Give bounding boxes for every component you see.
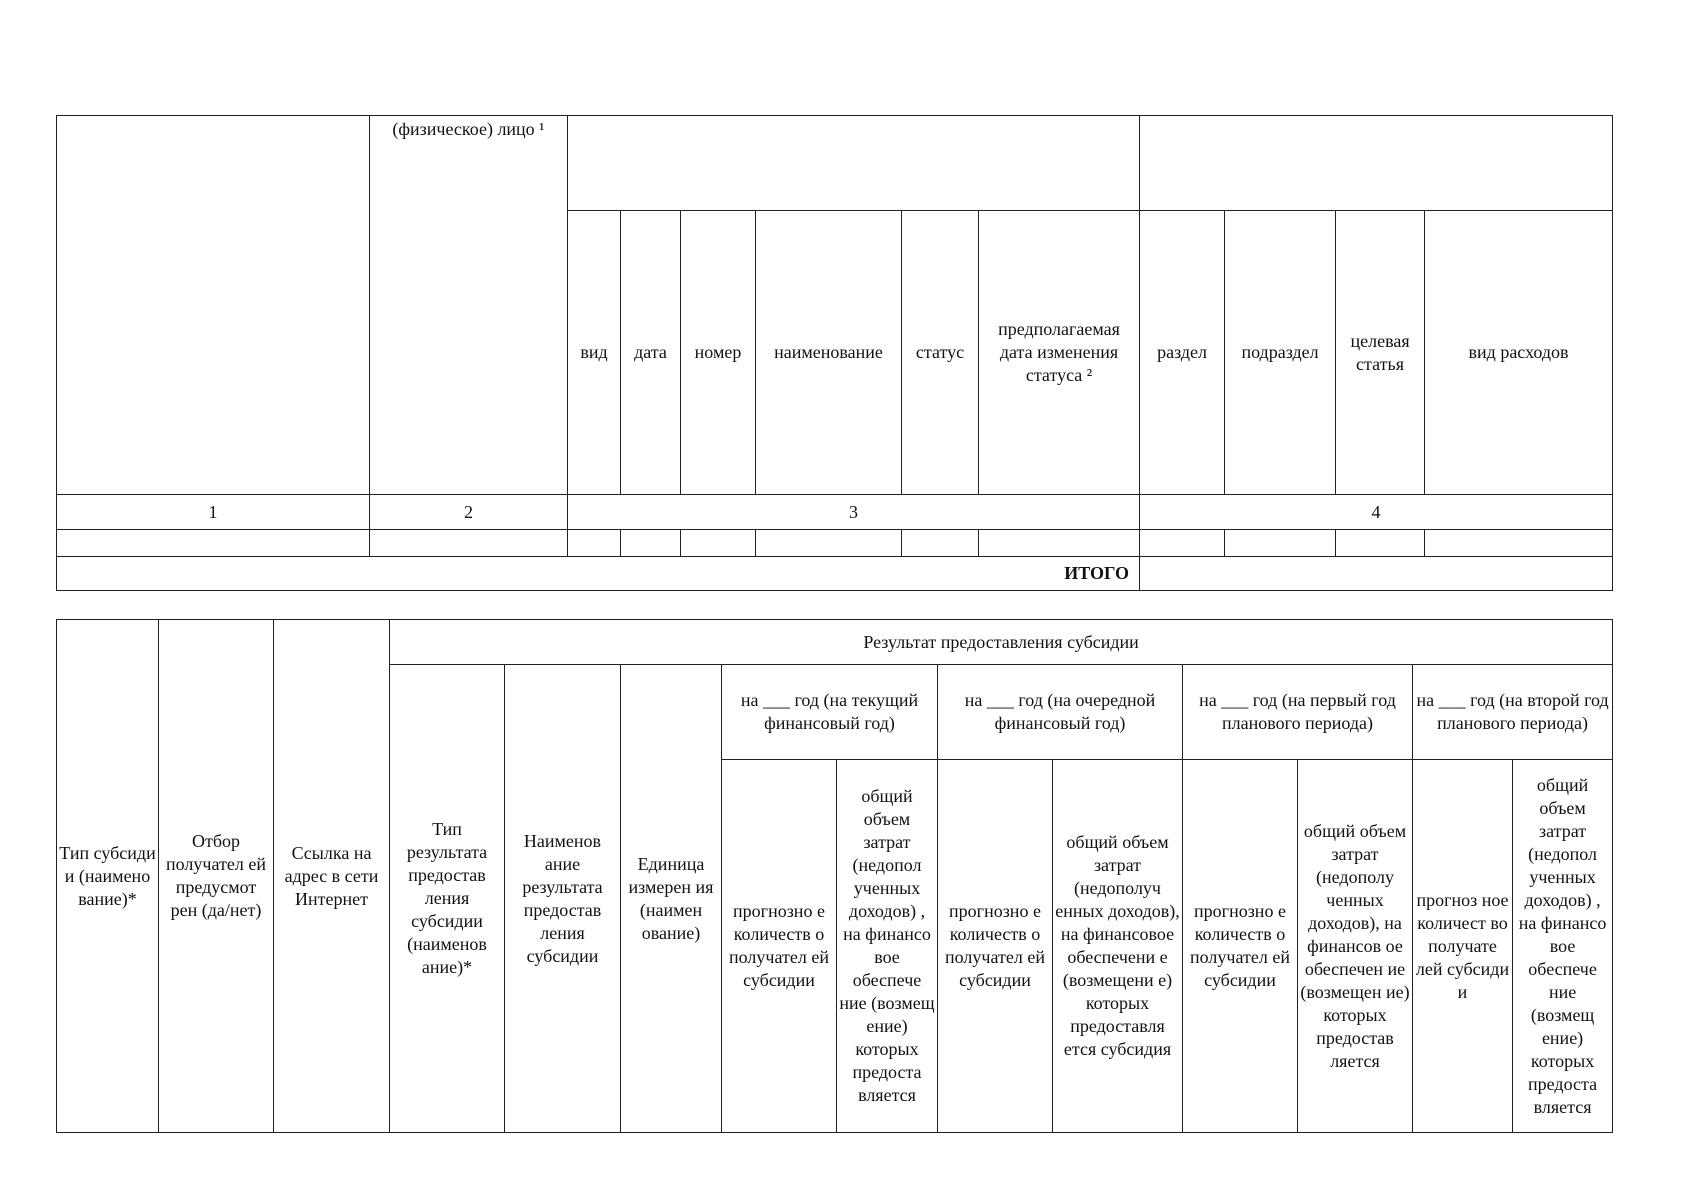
t1-subheader-target-article: целевая статья	[1336, 211, 1425, 495]
result-name-header: Наименов ание результата предостав ления субсидии	[505, 665, 621, 1133]
t1-subheader-vid: вид	[568, 211, 621, 495]
year-plan1-header: на ___ год (на первый год планового периода)	[1183, 665, 1413, 760]
subsidy-result-table	[56, 619, 1613, 1133]
t1-col-number-2: 2	[370, 495, 568, 530]
year-next-count: прогнозно е количеств о получател ей субсидии	[938, 760, 1053, 1133]
t1-subheader-number: номер	[681, 211, 756, 495]
t1-col4-header	[1140, 116, 1613, 211]
year-plan2-count: прогноз ное количест во получате лей субсиди и	[1413, 760, 1513, 1133]
total-label: ИТОГО	[57, 557, 1140, 591]
year-next-header: на ___ год (на очередной финансовый год)	[938, 665, 1183, 760]
t1-subheader-subsection: подраздел	[1225, 211, 1336, 495]
t1-subheader-status-change-date: предполагаемая дата изменения статуса ²	[979, 211, 1140, 495]
result-type-header: Тип результата предостав ления субсидии (наименов ание)*	[390, 665, 505, 1133]
t1-col-number-4: 4	[1140, 495, 1613, 530]
table-cell	[681, 530, 756, 557]
budget-classification-table	[56, 115, 1613, 591]
t1-subheader-date: дата	[621, 211, 681, 495]
table-cell	[756, 530, 902, 557]
table-cell	[1140, 530, 1225, 557]
t1-col1-header	[57, 116, 370, 495]
table-cell	[1425, 530, 1613, 557]
unit-header: Единица измерен ия (наимен ование)	[621, 665, 722, 1133]
t1-subheader-status: статус	[902, 211, 979, 495]
year-plan1-count: прогнозно е количеств о получател ей субсидии	[1183, 760, 1298, 1133]
t1-col2-header: (физическое) лицо ¹	[370, 116, 568, 495]
year-current-volume: общий объем затрат (недопол ученных доходов) , на финансо вое обеспече ние (возмещ ение) которых предоста вляется	[837, 760, 938, 1133]
t1-col-number-1: 1	[57, 495, 370, 530]
recipient-selection-header: Отбор получател ей предусмот рен (да/нет)	[159, 620, 274, 1133]
result-header: Результат предоставления субсидии	[390, 620, 1613, 665]
internet-link-header: Ссылка на адрес в сети Интернет	[274, 620, 390, 1133]
t1-subheader-section: раздел	[1140, 211, 1225, 495]
t1-subheader-expense-type: вид расходов	[1425, 211, 1613, 495]
table-cell	[370, 530, 568, 557]
year-current-header: на ___ год (на текущий финансовый год)	[722, 665, 938, 760]
t1-subheader-name: наименование	[756, 211, 902, 495]
t1-col-number-3: 3	[568, 495, 1140, 530]
year-plan2-header: на ___ год (на второй год планового периода)	[1413, 665, 1613, 760]
year-next-volume: общий объем затрат (недополуч енных доходов), на финансовое обеспечени е (возмещени е) которых предоставля ется субсидия	[1053, 760, 1183, 1133]
total-value	[1140, 557, 1613, 591]
table-cell	[1336, 530, 1425, 557]
table-cell	[902, 530, 979, 557]
year-plan2-volume: общий объем затрат (недопол ученных доходов) , на финансо вое обеспече ние (возмещ ение) которых предоста вляется	[1513, 760, 1613, 1133]
table-cell	[568, 530, 621, 557]
year-plan1-volume: общий объем затрат (недополу ченных доходов), на финансов ое обеспечен ие (возмещен ие) которых предостав ляется	[1298, 760, 1413, 1133]
subsidy-type-header: Тип субсиди и (наимено вание)*	[57, 620, 159, 1133]
t1-col3-header	[568, 116, 1140, 211]
table-cell	[57, 530, 370, 557]
table-cell	[1225, 530, 1336, 557]
year-current-count: прогнозно е количеств о получател ей субсидии	[722, 760, 837, 1133]
table-cell	[621, 530, 681, 557]
table-cell	[979, 530, 1140, 557]
